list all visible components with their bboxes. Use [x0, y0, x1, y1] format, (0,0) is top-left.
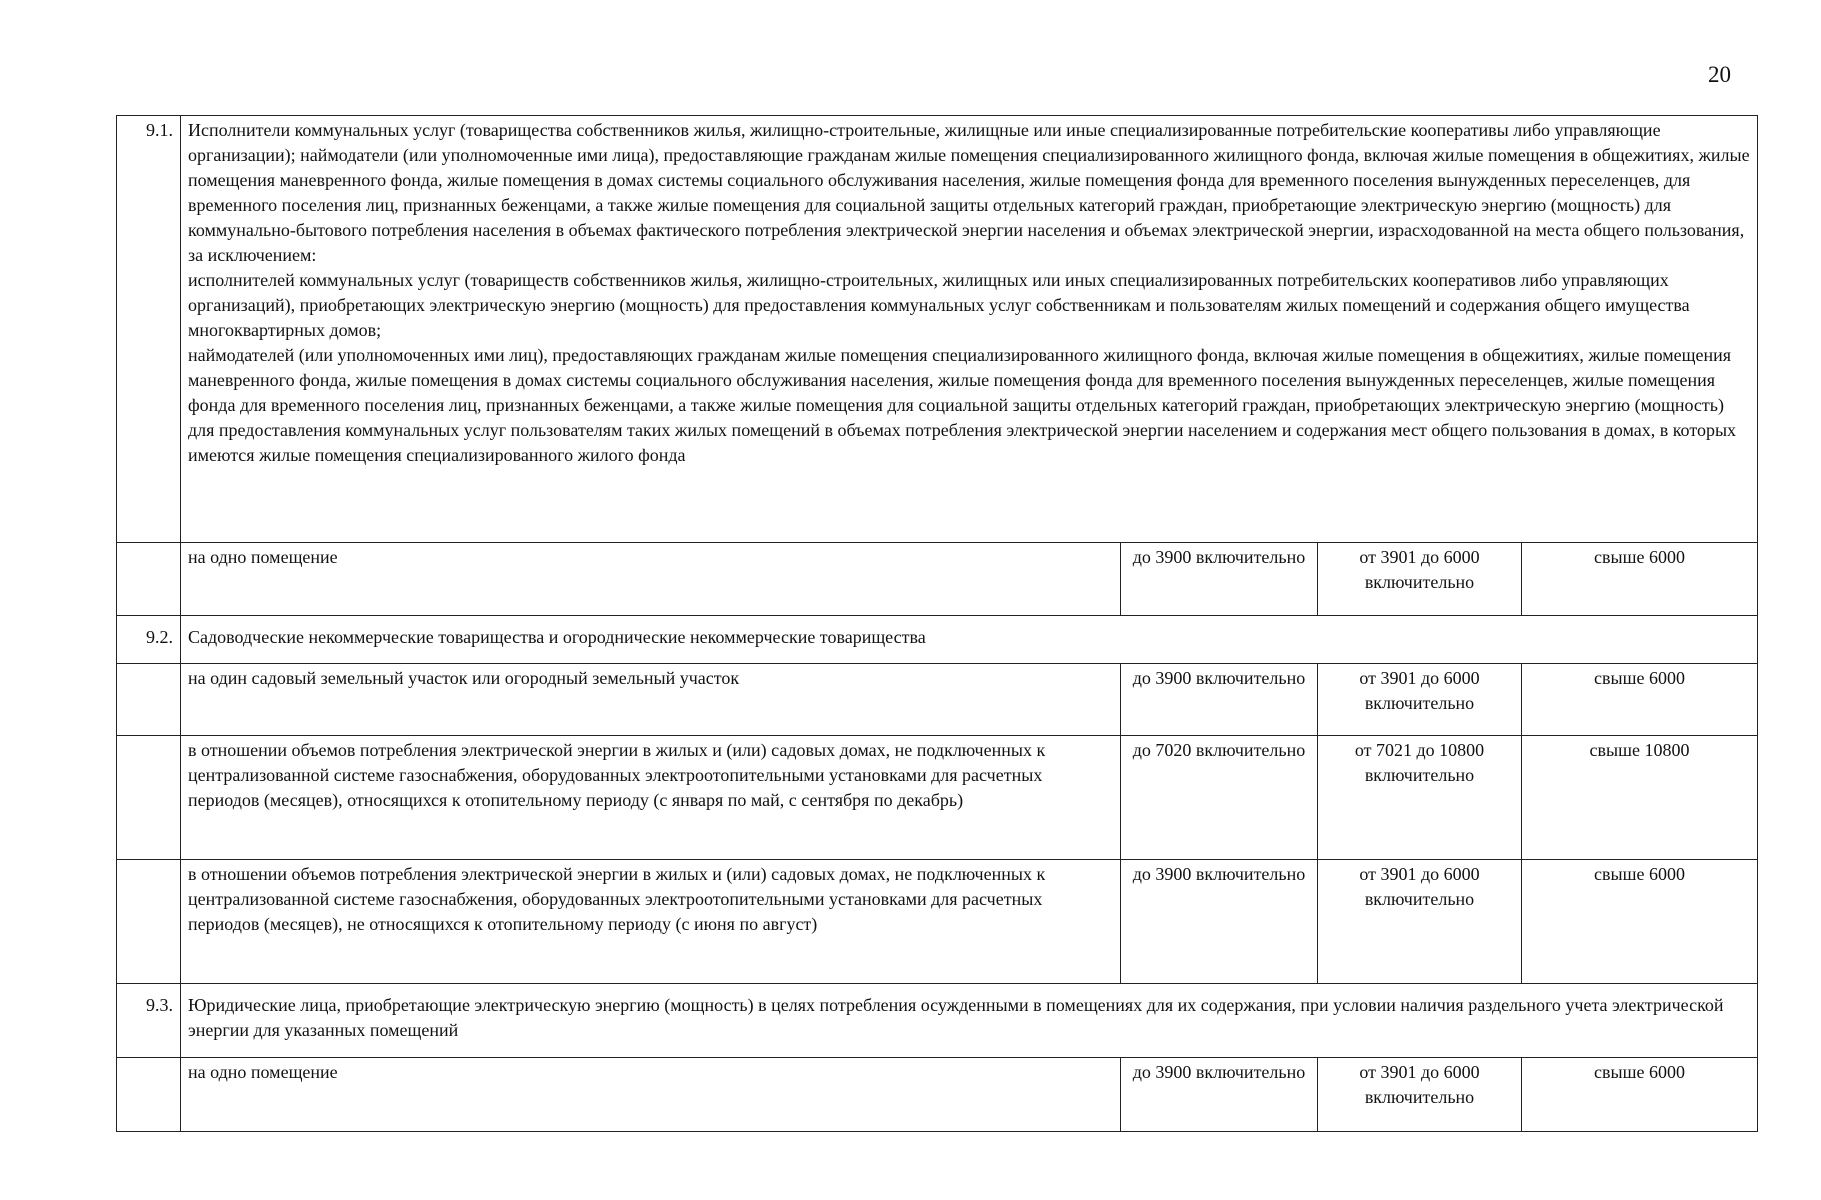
- table-row: [117, 543, 1758, 616]
- range-mid: от 3901 до 6000 включительно: [1318, 543, 1522, 616]
- row-number: 9.1.: [117, 116, 181, 543]
- sub-row-label: на один садовый земельный участок или огородный земельный участок: [181, 664, 1121, 736]
- sub-row-label: на одно помещение: [181, 1058, 1121, 1132]
- range-high: свыше 6000: [1522, 664, 1758, 736]
- sub-row-label: на одно помещение: [181, 543, 1121, 616]
- table-row: [117, 984, 1758, 1058]
- row-number: 9.2.: [117, 616, 181, 664]
- range-low: до 3900 включительно: [1121, 664, 1318, 736]
- description-paragraph: Исполнители коммунальных услуг (товарищества собственников жилья, жилищно-строительные, жилищные или иные специализированные потребительские кооперативы либо управляющие организации); наймодатели (или уполномоченные ими лица), предоставляющие гражданам жилые помещения специализированного жилищного фонда, включая жилые помещения в общежитиях, жилые помещения маневренного фонда, жилые помещения в домах системы социального обслуживания населения, жилые помещения фонда для временного поселения вынужденных переселенцев, для временного поселения лиц, признанных беженцами, а также жилые помещения для социальной защиты отдельных категорий граждан, приобретающие электрическую энергию (мощность) для коммунально-бытового потребления населения в объемах фактического потребления электрической энергии населения и объемах электрической энергии, израсходованной на места общего пользования, за исключением:: [188, 120, 1750, 265]
- row-number: 9.3.: [117, 984, 181, 1058]
- range-low: до 3900 включительно: [1121, 1058, 1318, 1132]
- range-low: до 3900 включительно: [1121, 543, 1318, 616]
- page-number: 20: [1708, 62, 1731, 87]
- row-title: Юридические лица, приобретающие электрическую энергию (мощность) в целях потребления осужденными в помещениях для их содержания, при условии наличия раздельного учета электрической энергии для указанных помещений: [181, 984, 1758, 1058]
- sub-row-label: в отношении объемов потребления электрической энергии в жилых и (или) садовых домах, не подключенных к централизованной системе газоснабжения, оборудованных электроотопительными установками для расчетных периодов (месяцев), относящихся к отопительному периоду (с января по май, с сентября по декабрь): [181, 736, 1121, 860]
- table-row: [117, 860, 1758, 984]
- tariff-table: [116, 115, 1758, 1132]
- range-mid: от 3901 до 6000 включительно: [1318, 860, 1522, 984]
- range-high: свыше 6000: [1522, 1058, 1758, 1132]
- table-row: [117, 616, 1758, 664]
- range-high: свыше 6000: [1522, 543, 1758, 616]
- range-mid: от 7021 до 10800 включительно: [1318, 736, 1522, 860]
- table-row: [117, 116, 1758, 543]
- range-mid: от 3901 до 6000 включительно: [1318, 1058, 1522, 1132]
- range-low: до 7020 включительно: [1121, 736, 1318, 860]
- range-high: свыше 6000: [1522, 860, 1758, 984]
- range-low: до 3900 включительно: [1121, 860, 1318, 984]
- table-row: [117, 736, 1758, 860]
- row-title: Садоводческие некоммерческие товарищества и огороднические некоммерческие товарищества: [181, 616, 1758, 664]
- range-mid: от 3901 до 6000 включительно: [1318, 664, 1522, 736]
- table-row: [117, 1058, 1758, 1132]
- row-description: [181, 116, 1758, 543]
- description-paragraph: наймодателей (или уполномоченных ими лиц), предоставляющих гражданам жилые помещения специализированного жилищного фонда, включая жилые помещения в общежитиях, жилые помещения маневренного фонда, жилые помещения в домах системы социального обслуживания населения, жилые помещения фонда для временного поселения вынужденных переселенцев, жилые помещения фонда для временного поселения лиц, признанных беженцами, а также жилые помещения для социальной защиты отдельных категорий граждан, приобретающих электрическую энергию (мощность) для предоставления коммунальных услуг пользователям таких жилых помещений в объемах потребления электрической энергии населением и содержания мест общего пользования в домах, в которых имеются жилые помещения специализированного жилого фонда: [188, 345, 1737, 465]
- table-row: [117, 664, 1758, 736]
- range-high: свыше 10800: [1522, 736, 1758, 860]
- sub-row-label: в отношении объемов потребления электрической энергии в жилых и (или) садовых домах, не подключенных к централизованной системе газоснабжения, оборудованных электроотопительными установками для расчетных периодов (месяцев), не относящихся к отопительному периоду (с июня по август): [181, 860, 1121, 984]
- description-paragraph: исполнителей коммунальных услуг (товариществ собственников жилья, жилищно-строительных, жилищных или иных специализированных потребительских кооперативов либо управляющих организаций), приобретающих электрическую энергию (мощность) для предоставления коммунальных услуг собственникам и пользователям жилых помещений и содержания общего имущества многоквартирных домов;: [188, 270, 1690, 340]
